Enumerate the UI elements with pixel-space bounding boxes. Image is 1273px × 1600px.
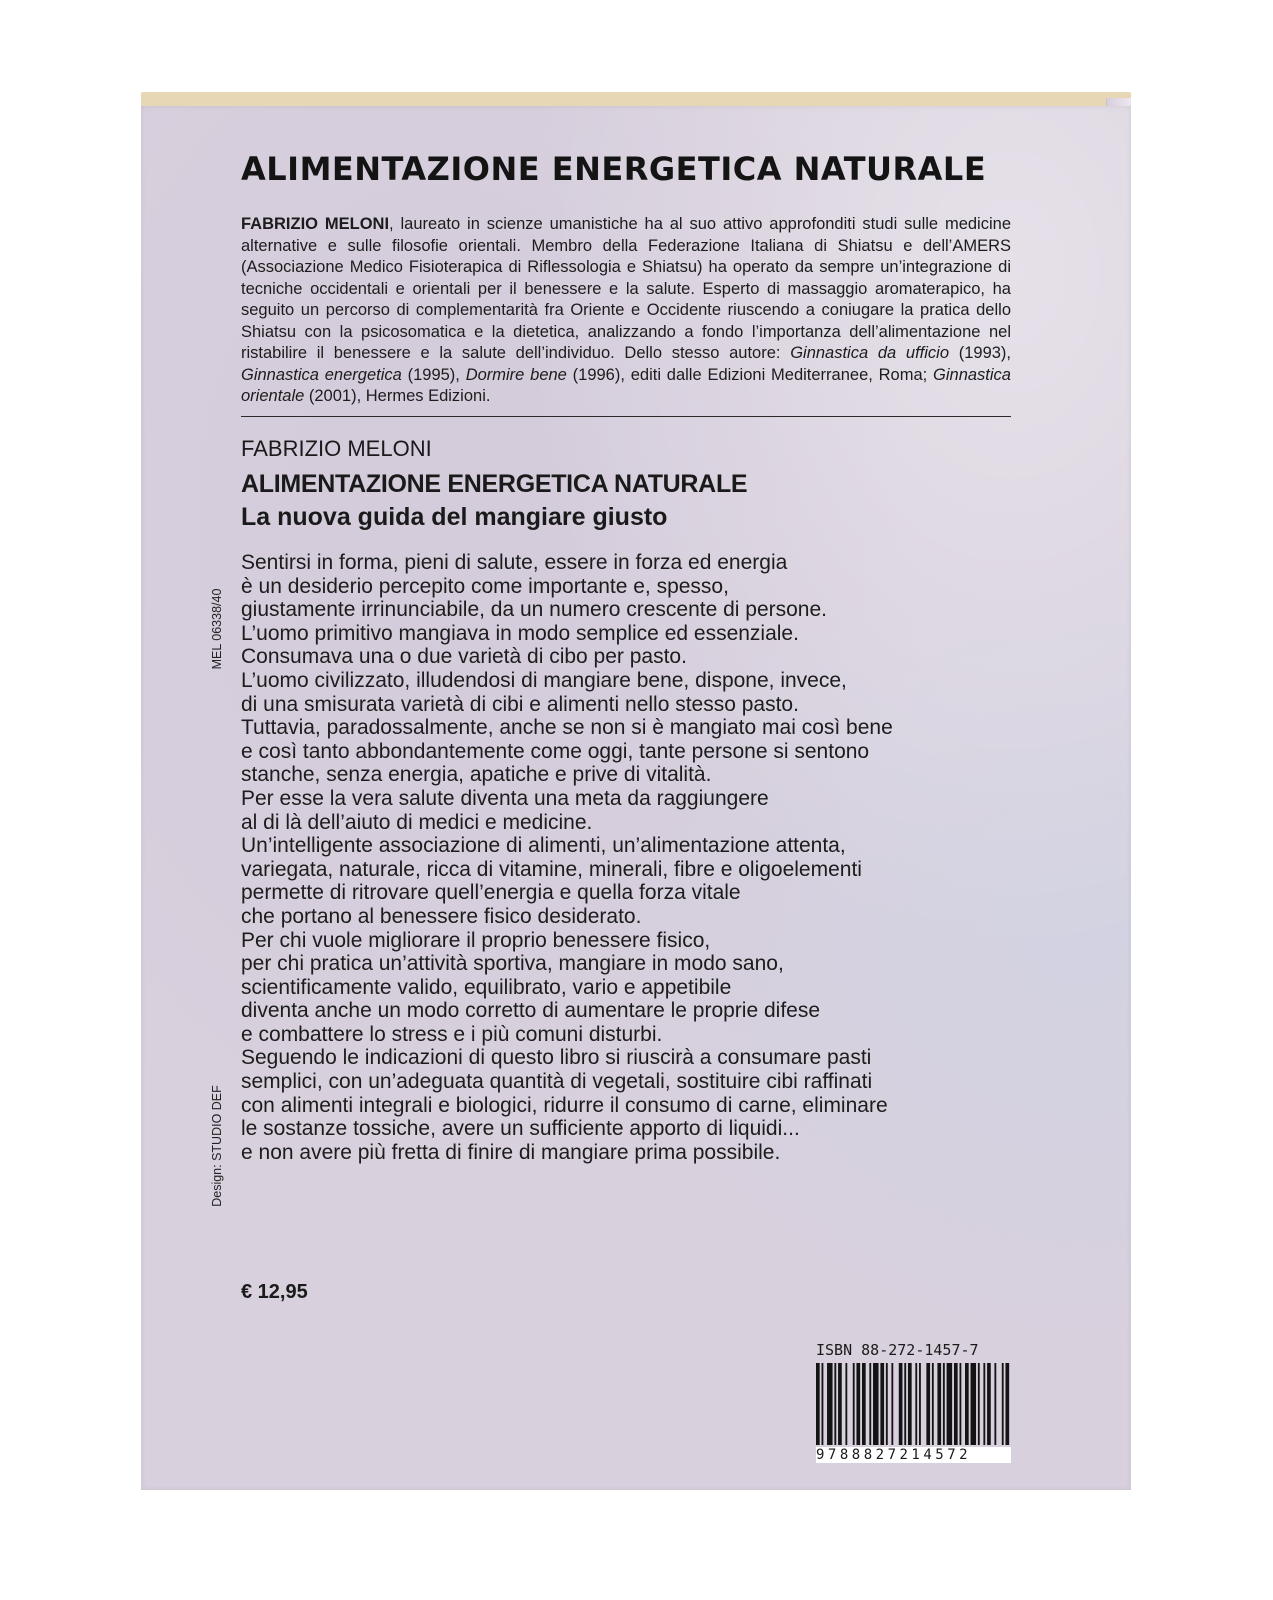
side-code-text: MEL 06338/40 <box>210 588 224 670</box>
blurb-line: di una smisurata varietà di cibi e alimenti nello stesso pasto. <box>241 692 799 716</box>
blurb-line: L’uomo civilizzato, illudendosi di mangiare bene, dispone, invece, <box>241 668 847 692</box>
barcode-bar <box>856 1363 860 1445</box>
barcode-bar <box>937 1363 941 1445</box>
book-subtitle: La nuova guida del mangiare giusto <box>241 503 668 531</box>
blurb-line: è un desiderio percepito come importante e, spesso, <box>241 574 729 598</box>
barcode-bar <box>873 1363 879 1445</box>
barcode-bar <box>816 1363 820 1445</box>
barcode-bar <box>853 1363 855 1445</box>
barcode-bar <box>947 1363 953 1445</box>
blurb-line: Un’intelligente associazione di alimenti, un’alimentazione attenta, <box>241 834 846 858</box>
bio-text-5: (2001), Hermes Edizioni. <box>304 387 491 405</box>
blurb-line: e così tanto abbondantemente come oggi, tante persone si sentono <box>241 739 870 763</box>
blurb-line: per chi pratica un’attività sportiva, mangiare in modo sano, <box>241 952 784 976</box>
blurb-line: variegata, naturale, ricca di vitamine, minerali, fibre e oligoelementi <box>241 857 862 881</box>
barcode-bar <box>978 1363 980 1445</box>
section-divider <box>241 416 1011 417</box>
barcode-bar <box>880 1363 884 1445</box>
blurb-line: e non avere più fretta di finire di mangiare prima possibile. <box>241 1140 781 1164</box>
barcode-bar <box>908 1363 912 1445</box>
barcode-bar <box>1002 1363 1004 1445</box>
barcode-bar <box>862 1363 866 1445</box>
side-code-label <box>208 554 226 704</box>
barcode-bar <box>926 1363 930 1445</box>
barcode-bar <box>932 1363 934 1445</box>
book-author: FABRIZIO MELONI <box>241 436 432 461</box>
barcode-bar <box>983 1363 985 1445</box>
bio-text-3: (1995), <box>401 365 466 384</box>
barcode-bar <box>891 1363 893 1445</box>
barcode-bar <box>915 1363 917 1445</box>
blurb-line: Per chi vuole migliorare il proprio benessere fisico, <box>241 928 711 952</box>
barcode-bar <box>899 1363 903 1445</box>
barcode-block <box>816 1341 1011 1466</box>
barcode-bar <box>971 1363 977 1445</box>
cover-panel <box>141 106 1131 1490</box>
blurb-line: al di là dell’aiuto di medici e medicine. <box>241 810 593 834</box>
blurb-line: le sostanze tossiche, avere un sufficiente apporto di liquidi... <box>241 1117 800 1141</box>
blurb-line: Per esse la vera salute diventa una meta da raggiungere <box>241 786 769 810</box>
isbn-label: ISBN 88-272-1457-7 <box>816 1341 979 1359</box>
bio-text-1: , laureato in scienze umanistiche ha al suo attivo approfonditi studi sulle medicine alternative e sulle filosofie orientali. Membro della Federazione Italiana di Shiatsu e dell’AMERS (Associazione Medico Fisioterapica di Riflessologia e Shiatsu) ha operato da sempre un’integrazione di tecniche occidentali e orientali per il benessere e la salute. Esperto di massaggio aromaterapico, ha seguito un percorso di complementarità fra Oriente e Occidente riuscendo a coniugare la pratica dello Shiatsu con la psicosomatica e la dietetica, analizzando a fondo l’importanza dell’alimentazione nel ristabilire il benessere e la salute dell’individuo. Dello stesso autore: <box>241 215 1011 362</box>
blurb-line: permette di ritrovare quell’energia e quella forza vitale <box>241 881 741 905</box>
barcode-bar <box>943 1363 945 1445</box>
barcode-bar <box>886 1363 888 1445</box>
barcode-bar <box>987 1363 991 1445</box>
barcode-bar <box>919 1363 921 1445</box>
book-title: ALIMENTAZIONE ENERGETICA NATURALE <box>241 470 748 498</box>
barcode-bar <box>959 1363 961 1445</box>
blurb-line: che portano al benessere fisico desiderato. <box>241 904 642 928</box>
barcode-bar <box>827 1363 833 1445</box>
barcode-bar <box>1005 1363 1009 1445</box>
cover-title: ALIMENTAZIONE ENERGETICA NATURALE <box>241 150 987 188</box>
price: € 12,95 <box>241 1281 308 1303</box>
blurb-line: con alimenti integrali e biologici, ridurre il consumo di carne, eliminare <box>241 1093 888 1117</box>
barcode-icon <box>816 1363 1011 1445</box>
blurb-line: scientificamente valido, equilibrato, vario e appetibile <box>241 975 732 999</box>
bio-work-1: Ginnastica da ufficio <box>790 344 950 362</box>
barcode-bar <box>965 1363 969 1445</box>
barcode-bar <box>954 1363 958 1445</box>
barcode-bar <box>822 1363 824 1445</box>
blurb-line: giustamente irrinunciabile, da un numero crescente di persone. <box>241 598 828 622</box>
bio-text-2: (1993), <box>949 344 1011 362</box>
blurb-line: Seguendo le indicazioni di questo libro si riuscirà a consumare pasti <box>241 1046 872 1070</box>
barcode-digits: 9788827214572 <box>816 1447 1011 1463</box>
barcode-bar <box>994 1363 996 1445</box>
barcode-bar <box>838 1363 842 1445</box>
blurb-line: Consumava una o due varietà di cibo per pasto. <box>241 645 687 669</box>
blurb-text <box>241 551 1001 1164</box>
bio-author-name: FABRIZIO MELONI <box>241 215 390 233</box>
bio-work-2: Ginnastica energetica <box>241 365 402 384</box>
blurb-line: Tuttavia, paradossalmente, anche se non si è mangiato mai così bene <box>241 716 893 740</box>
blurb-line: semplici, con un’adeguata quantità di vegetali, sostituire cibi raffinati <box>241 1070 873 1094</box>
author-bio <box>241 214 1011 408</box>
bio-work-3: Dormire bene <box>465 365 567 384</box>
side-design-text: Design: STUDIO DEF <box>210 1085 224 1207</box>
barcode-bar <box>845 1363 847 1445</box>
barcode-bar <box>834 1363 836 1445</box>
bio-text-4: (1996), editi dalle Edizioni Mediterranee, Roma; <box>566 365 934 384</box>
barcode-bar <box>869 1363 871 1445</box>
blurb-line: Sentirsi in forma, pieni di salute, essere in forza ed energia <box>241 551 788 574</box>
book-back-cover <box>141 92 1131 1490</box>
blurb-line: L’uomo primitivo mangiava in modo semplice ed essenziale. <box>241 621 799 645</box>
bio-work-4: Ginnastica orientale <box>241 365 1011 405</box>
blurb-line: stanche, senza energia, apatiche e prive di vitalità. <box>241 763 712 787</box>
barcode-bar <box>904 1363 906 1445</box>
blurb-line: e combattere lo stress e i più comuni disturbi. <box>241 1022 663 1046</box>
blurb-line: diventa anche un modo corretto di aumentare le proprie difese <box>241 999 821 1023</box>
side-design-label <box>208 1066 226 1226</box>
